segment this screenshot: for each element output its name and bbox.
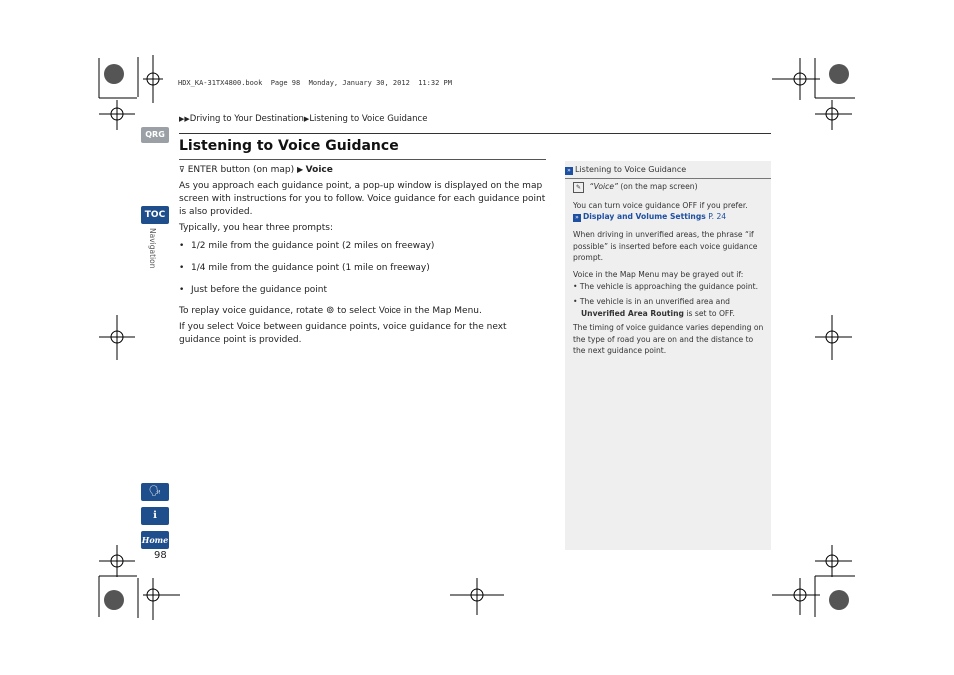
sidebar-heading: » Listening to Voice Guidance (565, 165, 771, 175)
registration-mark-icon (104, 64, 124, 84)
note-arrow-icon: » (565, 167, 573, 175)
talk-icon: ✎ (573, 182, 584, 193)
path-line (179, 163, 546, 177)
breadcrumb-arrow-icon: ▶ (303, 115, 310, 123)
voice-command-icon: 🗣 (148, 486, 162, 497)
print-header: HDX_KA-31TX4800.book Page 98 Monday, January 30, 2012 11:32 PM (178, 79, 452, 87)
off-text: You can turn voice guidance OFF if you prefer. (573, 201, 748, 210)
knob-icon: ⊽ (179, 165, 185, 174)
section-label: Navigation (148, 228, 157, 269)
path-target: Voice (305, 165, 333, 175)
registration-mark-icon (104, 590, 124, 610)
unverified-note: When driving in unverified areas, the phrase “if possible” is inserted before each voice guidance prompt. (573, 230, 758, 262)
list-item: • Just before the guidance point (179, 285, 328, 295)
path-arrow-icon: ▶ (296, 165, 306, 174)
registration-mark-icon (829, 590, 849, 610)
voice-command-button[interactable] (141, 483, 169, 501)
link-arrow-icon: » (573, 214, 581, 222)
voice-command-line: ✎ “Voice” (on the map screen) (573, 181, 765, 193)
breadcrumb (179, 114, 427, 124)
settings-link[interactable]: » Display and Volume Settings P. 24 (573, 211, 765, 223)
path-button: ENTER button (on map) (187, 165, 295, 175)
prompts-intro: Typically, you hear three prompts: (179, 223, 333, 233)
rotate-knob-icon: ⊚ (326, 305, 335, 316)
grayed-out-intro: Voice in the Map Menu may be grayed out if: (573, 270, 744, 279)
replay-paragraph: To replay voice guidance, rotate ⊚ to select Voice in the Map Menu. (179, 305, 482, 316)
toc-tab[interactable]: TOC (141, 206, 169, 224)
qrg-tab[interactable]: QRG (141, 127, 169, 143)
list-item: • 1/2 mile from the guidance point (2 miles on freeway) (179, 241, 435, 251)
info-icon: ℹ (153, 510, 157, 521)
info-button[interactable] (141, 507, 169, 525)
page-title: Listening to Voice Guidance (179, 138, 399, 154)
title-rule (179, 159, 546, 160)
intro-paragraph: As you approach each guidance point, a pop-up window is displayed on the map screen with instructions for you to follow. Voice guidance for each guidance point is also provided. (179, 181, 546, 217)
home-button[interactable]: Home (141, 531, 169, 549)
breadcrumb-link[interactable]: Driving to Your Destination (189, 114, 304, 124)
sidebar-rule (565, 178, 771, 179)
registration-mark-icon (829, 64, 849, 84)
timing-note: The timing of voice guidance varies depending on the type of road you are on and the distance to the next guidance point. (573, 323, 764, 355)
list-item: • The vehicle is approaching the guidance point. (573, 282, 759, 291)
list-item: • The vehicle is in an unverified area and Unverified Area Routing is set to OFF. (573, 297, 735, 318)
page-number: 98 (154, 550, 167, 561)
select-voice-paragraph: If you select Voice between guidance points, voice guidance for the next guidance point is provided. (179, 322, 507, 345)
header-rule (179, 133, 771, 134)
breadcrumb-current: Listening to Voice Guidance (309, 114, 428, 124)
list-item: • 1/4 mile from the guidance point (1 mile on freeway) (179, 263, 430, 273)
breadcrumb-arrow-icon: ▶▶ (179, 115, 190, 123)
